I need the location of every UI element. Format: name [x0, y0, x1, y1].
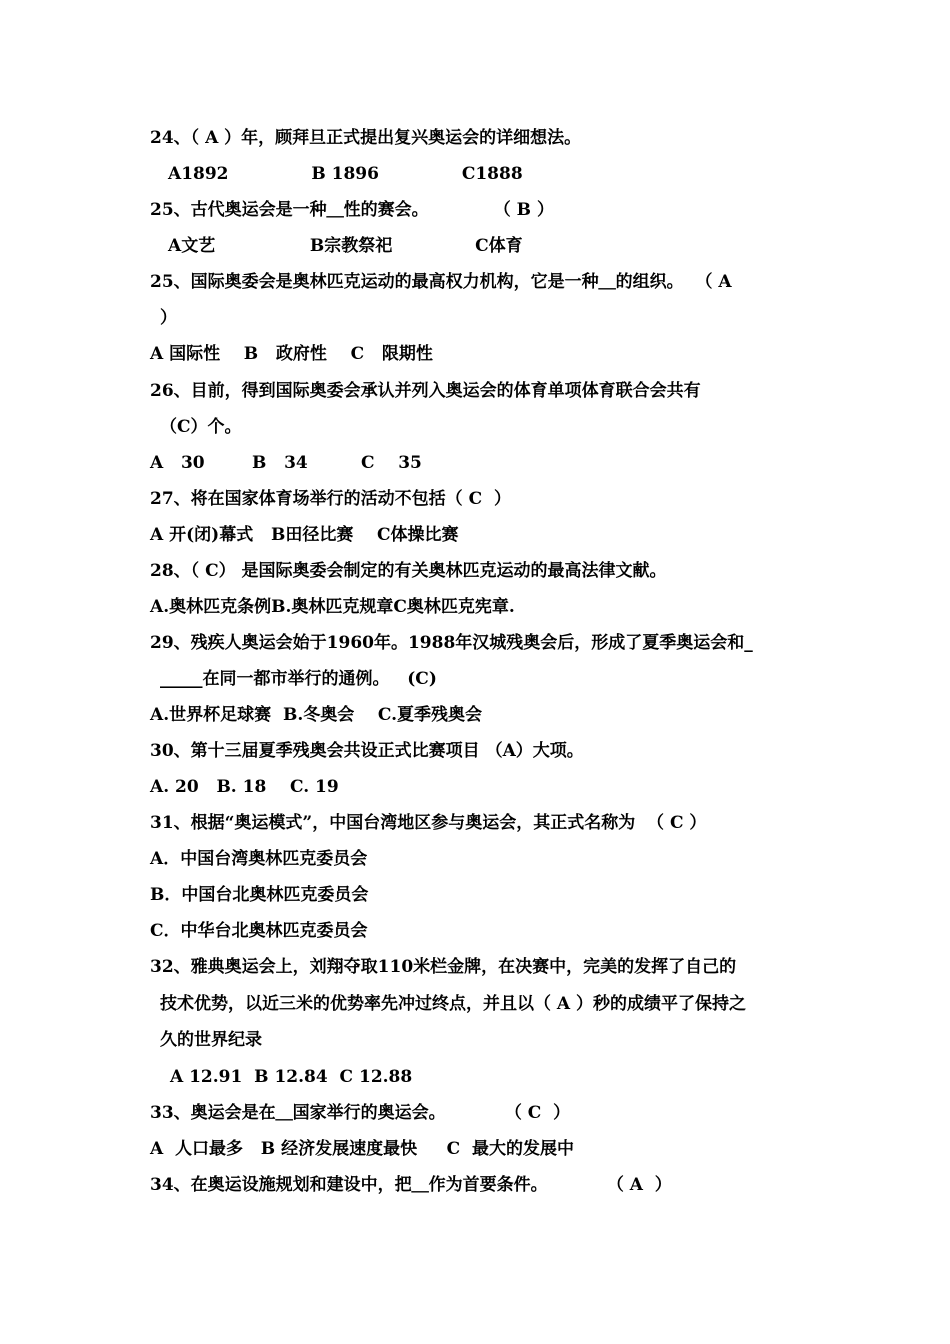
question-28: 28、（ C） 是国际奥委会制定的有关奥林匹克运动的最高法律文献。	[150, 561, 667, 581]
question-24: 24、（ A ）年，顾拜旦正式提出复兴奥运会的详细想法。	[150, 128, 582, 148]
option-31-b: B．中国台北奥林匹克委员会	[150, 885, 369, 905]
options-33: A 人口最多 B 经济发展速度最快 C 最大的发展中	[150, 1139, 575, 1159]
option-31-a: A．中国台湾奥林匹克委员会	[150, 849, 368, 869]
options-28: A.奥林匹克条例B.奥林匹克规章C奥林匹克宪章.	[150, 597, 515, 617]
options-32: A 12.91 B 12.84 C 12.88	[170, 1067, 413, 1087]
options-24: A1892 B 1896 C1888	[168, 164, 523, 184]
question-26-continued: （C）个。	[160, 417, 242, 437]
question-33: 33、奥运会是在＿国家举行的奥运会。 （ C ）	[150, 1103, 571, 1123]
question-25b-continued: ）	[160, 308, 177, 328]
question-32: 32、雅典奥运会上，刘翔夺取110米栏金牌，在决赛中，完美的发挥了自己的	[150, 957, 737, 977]
question-30: 30、第十三届夏季残奥会共设正式比赛项目 （A）大项。	[150, 741, 584, 761]
options-26: A 30 B 34 C 35	[150, 453, 422, 473]
option-31-c: C．中华台北奥林匹克委员会	[150, 921, 368, 941]
question-34: 34、在奥运设施规划和建设中，把＿作为首要条件。 （ A ）	[150, 1175, 672, 1195]
options-29: A.世界杯足球赛 B.冬奥会 C.夏季残奥会	[150, 705, 483, 725]
question-29-continued: _____在同一都市举行的通例。 (C)	[160, 669, 437, 689]
question-25: 25、古代奥运会是一种＿性的赛会。 （ B ）	[150, 200, 554, 220]
question-31: 31、根据“奥运模式”，中国台湾地区参与奥运会，其正式名称为 （ C ）	[150, 813, 707, 833]
question-32-continued-1: 技术优势，以近三米的优势率先冲过终点，并且以（ A ）秒的成绩平了保持之	[160, 994, 747, 1014]
options-25b: A 国际性 B 政府性 C 限期性	[150, 344, 433, 364]
options-27: A 开(闭)幕式 B田径比赛 C体操比赛	[150, 525, 459, 545]
question-27: 27、将在国家体育场举行的活动不包括（ C ）	[150, 489, 511, 509]
options-25: A文艺 B宗教祭祀 C体育	[168, 236, 523, 256]
question-25b: 25、国际奥委会是奥林匹克运动的最高权力机构，它是一种＿的组织。 （ A	[150, 272, 732, 292]
question-32-continued-2: 久的世界纪录	[160, 1030, 262, 1050]
question-26: 26、目前，得到国际奥委会承认并列入奥运会的体育单项体育联合会共有	[150, 381, 701, 401]
question-29: 29、残疾人奥运会始于1960年。1988年汉城残奥会后，形成了夏季奥运会和_	[150, 633, 753, 653]
options-30: A. 20 B. 18 C. 19	[150, 777, 339, 797]
